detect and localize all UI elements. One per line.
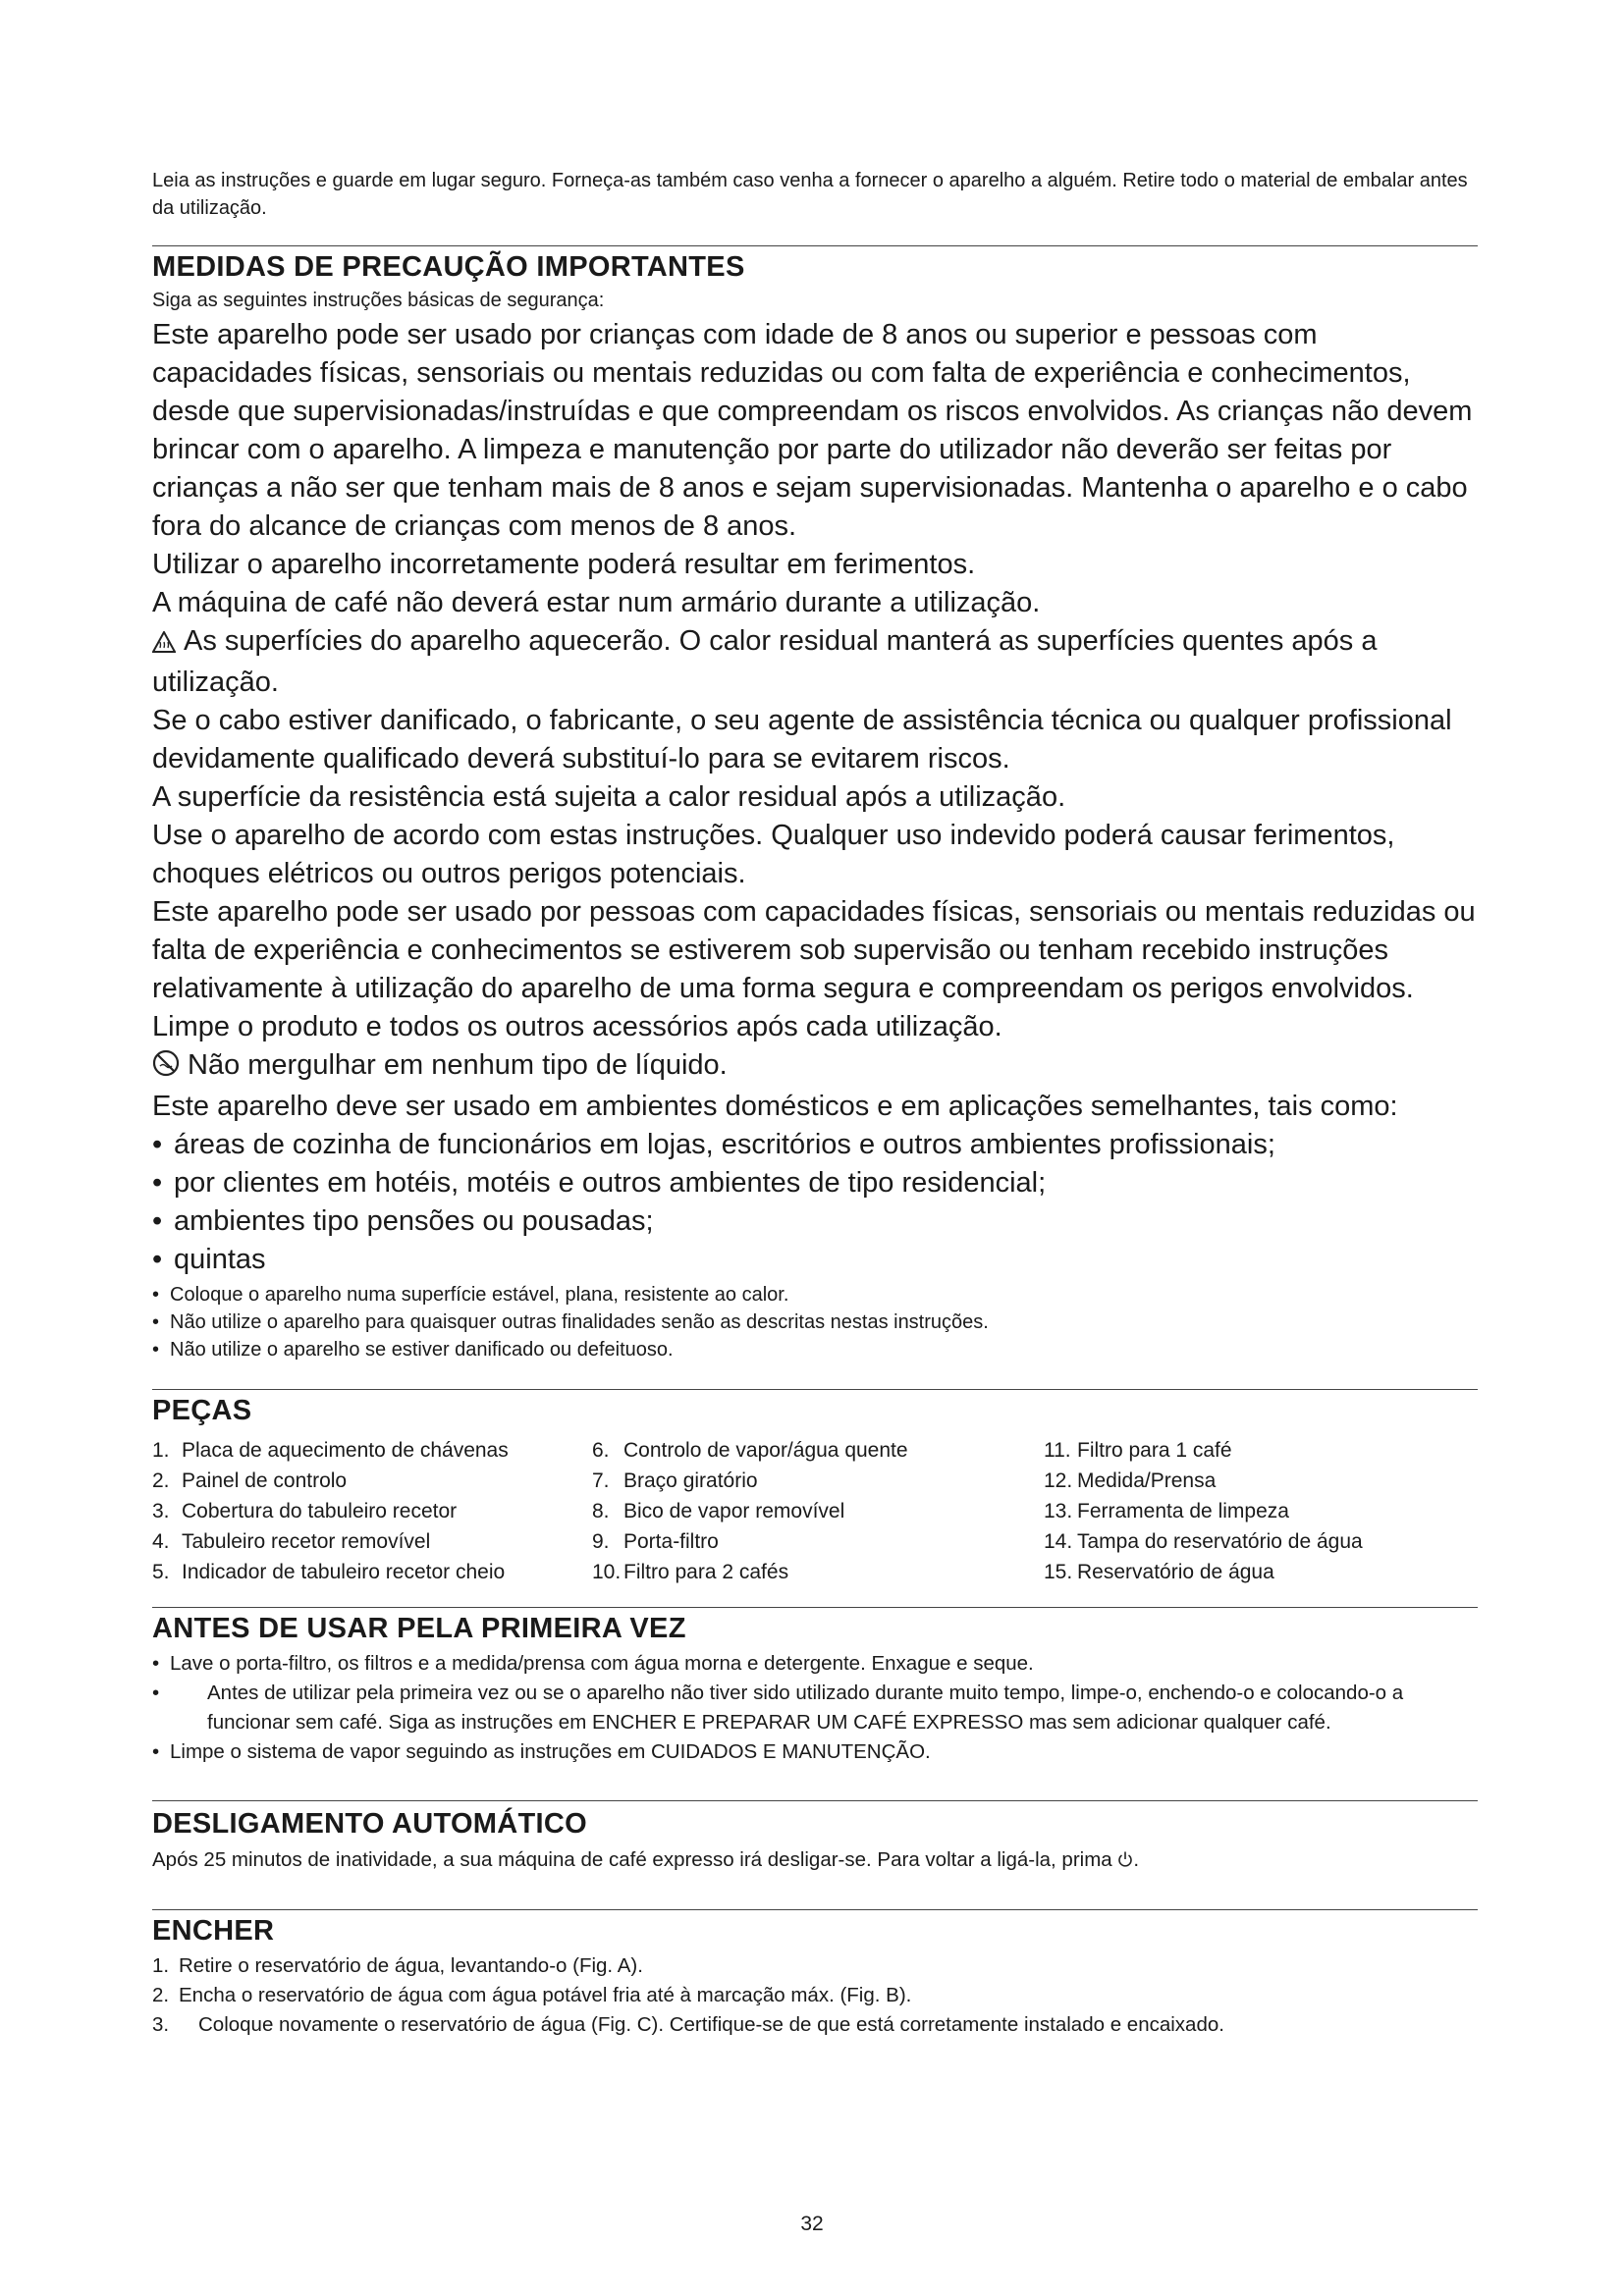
- precaution-paragraph: A superfície da resistência está sujeita a calor residual após a utilização.: [152, 781, 1066, 813]
- auto-off-heading: DESLIGAMENTO AUTOMÁTICO: [152, 1808, 587, 1840]
- document-page: [152, 167, 1478, 2040]
- part-item: 7. Braço giratório: [592, 1469, 758, 1492]
- parts-column-2: [592, 1435, 1044, 1587]
- part-item: 6. Controlo de vapor/água quente: [592, 1439, 908, 1462]
- precautions-subheading: Siga as seguintes instruções básicas de segurança:: [152, 290, 605, 311]
- step-item: 3. Coloque novamente o reservatório de água (Fig. C). Certifique-se de que está corretamente instalado e encaixado.: [152, 2013, 1224, 2036]
- auto-off-text: Após 25 minutos de inatividade, a sua máquina de café expresso irá desligar-se. Para voltar a ligá-la, prima .: [152, 1846, 1478, 1876]
- precaution-paragraph: Este aparelho deve ser usado em ambientes domésticos e em aplicações semelhantes, tais como:: [152, 1091, 1398, 1122]
- hot-surface-warning-icon: [152, 625, 176, 664]
- list-item: • Limpe o sistema de vapor seguindo as instruções em CUIDADOS E MANUTENÇÃO.: [152, 1740, 931, 1763]
- part-item: 5. Indicador de tabuleiro recetor cheio: [152, 1561, 506, 1583]
- first-use-section: [152, 1607, 1478, 1767]
- part-item: 8. Bico de vapor removível: [592, 1500, 845, 1522]
- precaution-paragraph: Este aparelho pode ser usado por pessoas com capacidades físicas, sensoriais ou mentais reduzidas ou falta de experiência e conhecimentos se estiverem sob supervisão ou tenham recebido instruções relativamente à utilização do aparelho de uma forma segura e compreendam os perigos envolvidos.: [152, 896, 1476, 1004]
- part-item: 10. Filtro para 2 cafés: [592, 1561, 789, 1583]
- hot-surface-text: As superfícies do aparelho aquecerão. O calor residual manterá as superfícies quentes após a utilização.: [152, 625, 1378, 698]
- section-divider: [152, 1800, 1478, 1801]
- precautions-section: [152, 245, 1478, 1363]
- part-item: 14. Tampa do reservatório de água: [1044, 1530, 1363, 1553]
- fill-heading: ENCHER: [152, 1915, 275, 1947]
- precaution-paragraph: A máquina de café não deverá estar num armário durante a utilização.: [152, 587, 1041, 618]
- parts-column-3: [1044, 1435, 1478, 1587]
- list-item: • Coloque o aparelho numa superfície estável, plana, resistente ao calor.: [152, 1281, 1478, 1308]
- auto-off-section: [152, 1800, 1478, 1876]
- precaution-paragraph: Este aparelho pode ser usado por crianças com idade de 8 anos ou superior e pessoas com capacidades físicas, sensoriais ou mentais reduzidas ou com falta de experiência e conhecimentos, desde que supervisionadas/instruídas e que compreendam os riscos envolvidos. As crianças não devem brincar com o aparelho. A limpeza e manutenção por parte do utilizador não deverão ser feitas por crianças a não ser que tenham mais de 8 anos e sejam supervisionadas. Mantenha o aparelho e o cabo fora do alcance de crianças com menos de 8 anos.: [152, 319, 1473, 542]
- step-item: 1. Retire o reservatório de água, levantando-o (Fig. A).: [152, 1954, 643, 1977]
- fill-steps-list: [152, 1951, 1478, 2040]
- do-not-immerse-icon: [152, 1049, 180, 1088]
- list-item: • Lave o porta-filtro, os filtros e a medida/prensa com água morna e detergente. Enxague e seque.: [152, 1652, 1034, 1675]
- section-divider: [152, 245, 1478, 246]
- part-item: 3. Cobertura do tabuleiro recetor: [152, 1500, 458, 1522]
- part-item: 11. Filtro para 1 café: [1044, 1439, 1232, 1462]
- section-divider: [152, 1389, 1478, 1390]
- list-item: • quintas: [152, 1241, 1478, 1279]
- section-divider: [152, 1909, 1478, 1910]
- precaution-paragraph: Use o aparelho de acordo com estas instruções. Qualquer uso indevido poderá causar ferimentos, choques elétricos ou outros perigos potenciais.: [152, 820, 1395, 889]
- part-item: 12. Medida/Prensa: [1044, 1469, 1217, 1492]
- fill-section: [152, 1909, 1478, 2040]
- part-item: 9. Porta-filtro: [592, 1530, 719, 1553]
- precaution-paragraph: Limpe o produto e todos os outros acessórios após cada utilização.: [152, 1011, 1002, 1042]
- part-item: 2. Painel de controlo: [152, 1469, 348, 1492]
- precautions-heading: MEDIDAS DE PRECAUÇÃO IMPORTANTES: [152, 251, 745, 283]
- first-use-list: [152, 1649, 1478, 1767]
- precaution-paragraph: Se o cabo estiver danificado, o fabricante, o seu agente de assistência técnica ou qualquer profissional devidamente qualificado deverá substituí-lo para se evitarem riscos.: [152, 705, 1452, 774]
- section-divider: [152, 1607, 1478, 1608]
- part-item: 15. Reservatório de água: [1044, 1561, 1274, 1583]
- part-item: 1. Placa de aquecimento de chávenas: [152, 1439, 509, 1462]
- parts-section: [152, 1389, 1478, 1587]
- page-number: 32: [800, 2213, 824, 2235]
- safety-notes-list: [152, 1281, 1478, 1363]
- parts-column-1: [152, 1435, 592, 1587]
- part-item: 13. Ferramenta de limpeza: [1044, 1500, 1289, 1522]
- list-item: • ambientes tipo pensões ou pousadas;: [152, 1202, 1478, 1241]
- parts-list: [152, 1435, 1478, 1587]
- step-item: 2. Encha o reservatório de água com água potável fria até à marcação máx. (Fig. B).: [152, 1984, 912, 2006]
- precaution-hot-surface: [152, 622, 1478, 702]
- first-use-heading: ANTES DE USAR PELA PRIMEIRA VEZ: [152, 1613, 686, 1644]
- list-item: • Antes de utilizar pela primeira vez ou se o aparelho não tiver sido utilizado durante muito tempo, limpe-o, enchendo-o e colocando-o a funcionar sem café. Siga as instruções em ENCHER E PREPARAR UM CAFÉ EXPRESSO mas sem adicionar qualquer café.: [152, 1682, 1404, 1734]
- precaution-paragraph: Utilizar o aparelho incorretamente poderá resultar em ferimentos.: [152, 549, 976, 580]
- list-item: • por clientes em hotéis, motéis e outros ambientes de tipo residencial;: [152, 1164, 1478, 1202]
- part-item: 4. Tabuleiro recetor removível: [152, 1530, 431, 1553]
- usage-environments-list: [152, 1126, 1478, 1279]
- precaution-no-immerse: [152, 1046, 1478, 1088]
- list-item: • Não utilize o aparelho para quaisquer outras finalidades senão as descritas nestas instruções.: [152, 1308, 1478, 1336]
- intro-text: Leia as instruções e guarde em lugar seguro. Forneça-as também caso venha a fornecer o aparelho a alguém. Retire todo o material de embalar antes da utilização.: [152, 170, 1468, 219]
- no-immerse-text: Não mergulhar em nenhum tipo de líquido.: [188, 1049, 728, 1081]
- list-item: • áreas de cozinha de funcionários em lojas, escritórios e outros ambientes profissionais;: [152, 1126, 1478, 1164]
- power-icon: [1117, 1848, 1133, 1876]
- list-item: • Não utilize o aparelho se estiver danificado ou defeituoso.: [152, 1336, 1478, 1363]
- parts-heading: PEÇAS: [152, 1395, 252, 1426]
